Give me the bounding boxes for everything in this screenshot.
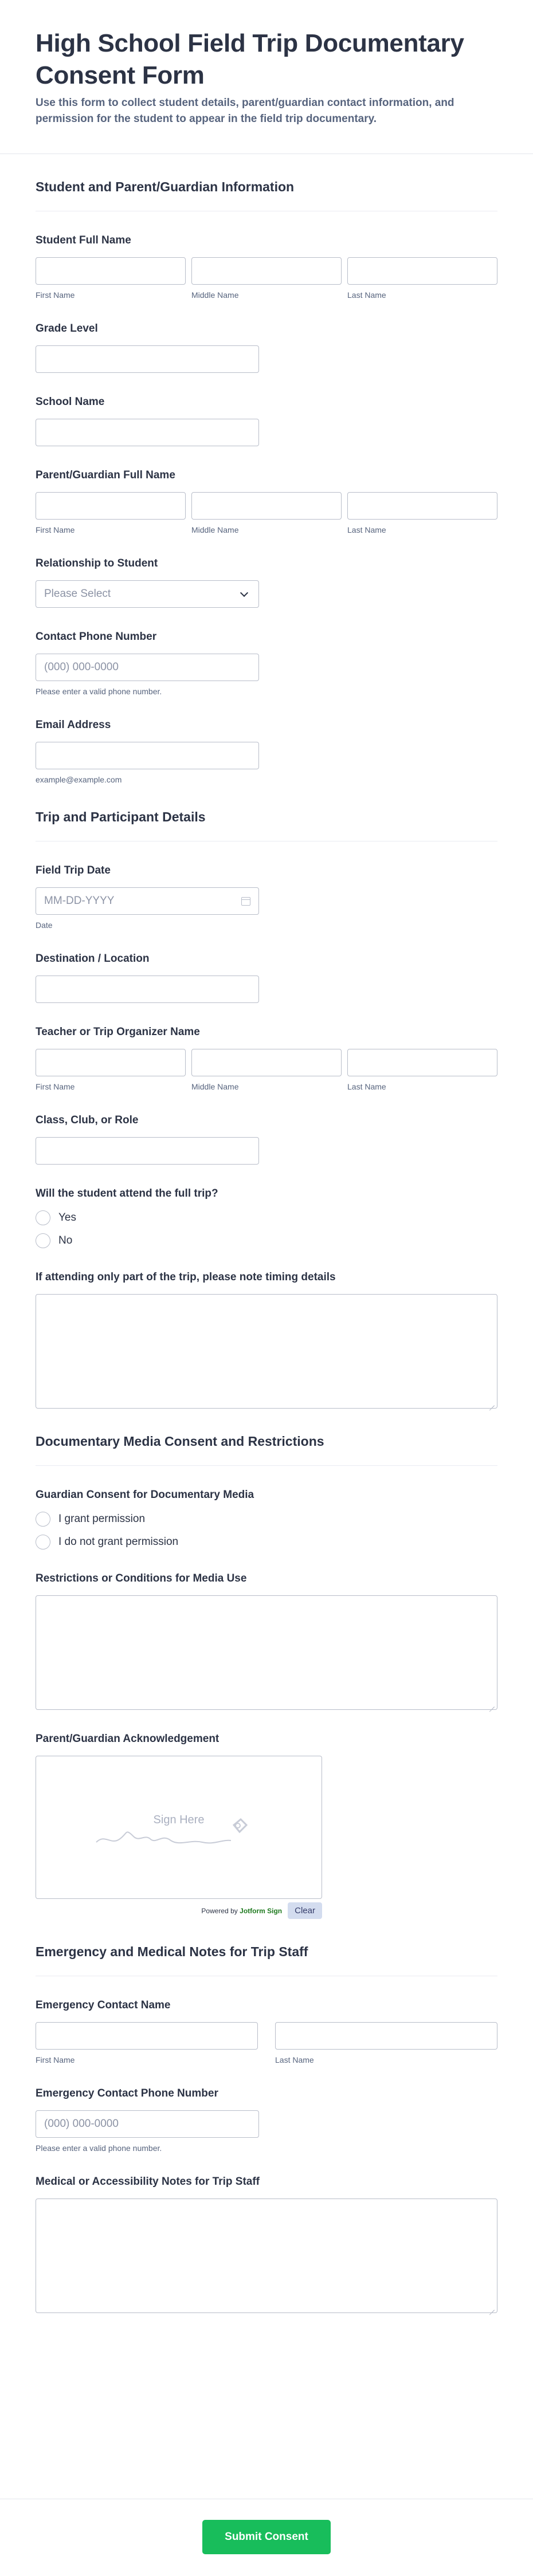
input-placeholder: (000) 000-0000 — [44, 661, 119, 673]
select-placeholder: Please Select — [44, 588, 111, 600]
input-placeholder: MM-DD-YYYY — [44, 895, 115, 907]
field-label: Parent/Guardian Acknowledgement — [36, 1733, 220, 1745]
input-placeholder: (000) 000-0000 — [44, 2118, 119, 2130]
sublabel: Last Name — [347, 290, 386, 300]
section-heading-student: Student and Parent/Guardian Information — [36, 179, 497, 211]
teacher-first-name-input[interactable] — [36, 1049, 186, 1076]
field-label: Medical or Accessibility Notes for Trip Staff — [36, 2176, 260, 2188]
chevron-down-icon — [240, 588, 248, 596]
student-last-name-input[interactable] — [347, 257, 497, 285]
sublabel: Last Name — [347, 525, 386, 534]
relationship-select[interactable] — [36, 580, 259, 608]
timing-details-field — [36, 1271, 497, 1409]
email-field — [36, 719, 497, 784]
guardian-middle-name-input[interactable] — [191, 492, 342, 520]
sublabel: Last Name — [347, 1082, 386, 1091]
sublabel: First Name — [36, 290, 75, 300]
full-trip-field — [36, 1187, 497, 1248]
form-content — [0, 179, 533, 2313]
radio-option-no[interactable] — [36, 1233, 497, 1248]
guardian-first-name-input[interactable] — [36, 492, 186, 520]
school-name-field — [36, 396, 497, 446]
medical-notes-textarea[interactable] — [36, 2199, 497, 2313]
radio-button[interactable] — [36, 1233, 50, 1248]
resize-handle-icon[interactable] — [489, 1701, 495, 1707]
field-label: Will the student attend the full trip? — [36, 1187, 218, 1199]
radio-option-deny[interactable] — [36, 1535, 497, 1549]
resize-handle-icon[interactable] — [489, 1400, 495, 1406]
radio-label: I grant permission — [58, 1513, 146, 1525]
radio-button[interactable] — [36, 1512, 50, 1527]
field-hint: Please enter a valid phone number. — [36, 687, 162, 696]
guardian-last-name-input[interactable] — [347, 492, 497, 520]
radio-button[interactable] — [36, 1535, 50, 1549]
powered-by-text: Powered by Jotform Sign — [201, 1906, 283, 1915]
student-middle-name-input[interactable] — [191, 257, 342, 285]
sublabel: Last Name — [275, 2055, 314, 2064]
relationship-field — [36, 557, 497, 608]
field-label: If attending only part of the trip, please note timing details — [36, 1271, 336, 1283]
field-label: Emergency Contact Phone Number — [36, 2087, 218, 2099]
field-label: Email Address — [36, 719, 111, 731]
form-footer — [0, 2499, 533, 2576]
trip-date-field — [36, 864, 497, 930]
field-label: Emergency Contact Name — [36, 1999, 171, 2011]
field-label: School Name — [36, 396, 105, 408]
student-first-name-input[interactable] — [36, 257, 186, 285]
sublabel: Middle Name — [191, 1082, 239, 1091]
trip-date-input[interactable] — [36, 887, 259, 915]
sublabel: First Name — [36, 525, 75, 534]
section-heading-emergency: Emergency and Medical Notes for Trip Staff — [36, 1944, 497, 1976]
radio-label: No — [58, 1234, 73, 1246]
medical-notes-field — [36, 2176, 497, 2313]
grade-level-field — [36, 323, 497, 373]
signature-pad[interactable] — [36, 1756, 322, 1899]
radio-label: Yes — [58, 1212, 76, 1224]
email-input[interactable] — [36, 742, 259, 769]
form-title: High School Field Trip Documentary Consent Form — [36, 29, 464, 89]
field-label: Student Full Name — [36, 234, 131, 246]
radio-button[interactable] — [36, 1210, 50, 1225]
sign-here-text: Sign Here — [153, 1814, 205, 1826]
field-label: Parent/Guardian Full Name — [36, 469, 175, 481]
field-label: Field Trip Date — [36, 864, 111, 876]
acknowledgement-field — [36, 1733, 497, 1919]
media-consent-field — [36, 1489, 497, 1549]
sublabel: First Name — [36, 2055, 75, 2064]
teacher-name-field — [36, 1026, 497, 1091]
field-label: Class, Club, or Role — [36, 1114, 139, 1126]
student-name-field — [36, 234, 497, 300]
form-subtitle: Use this form to collect student details, parent/guardian contact information, and permission for the student to appear in the field trip documentary. — [36, 97, 454, 125]
radio-option-yes[interactable] — [36, 1210, 497, 1225]
submit-button[interactable]: Submit Consent — [202, 2520, 331, 2554]
emergency-phone-input[interactable] — [36, 2110, 259, 2138]
calendar-icon[interactable] — [241, 897, 250, 906]
radio-label: I do not grant permission — [58, 1536, 179, 1548]
field-hint: Please enter a valid phone number. — [36, 2144, 162, 2153]
teacher-last-name-input[interactable] — [347, 1049, 497, 1076]
emergency-phone-field — [36, 2087, 497, 2153]
guardian-name-field — [36, 469, 497, 534]
jotform-sign-brand: Jotform Sign — [240, 1906, 283, 1915]
sublabel: First Name — [36, 1082, 75, 1091]
clear-signature-button[interactable]: Clear — [288, 1902, 322, 1919]
section-heading-trip: Trip and Participant Details — [36, 809, 497, 841]
field-label: Restrictions or Conditions for Media Use — [36, 1572, 247, 1584]
timing-details-textarea[interactable] — [36, 1294, 497, 1409]
sublabel: Date — [36, 921, 53, 930]
emergency-name-field — [36, 1999, 497, 2064]
contact-phone-field — [36, 631, 497, 696]
form-header — [0, 0, 533, 154]
destination-input[interactable] — [36, 976, 259, 1003]
sublabel: Middle Name — [191, 525, 239, 534]
class-role-field — [36, 1114, 497, 1165]
teacher-middle-name-input[interactable] — [191, 1049, 342, 1076]
emergency-last-name-input[interactable] — [275, 2022, 497, 2050]
field-label: Grade Level — [36, 323, 98, 335]
field-hint: example@example.com — [36, 775, 122, 784]
restrictions-textarea[interactable] — [36, 1595, 497, 1710]
field-label: Teacher or Trip Organizer Name — [36, 1026, 200, 1038]
radio-option-grant[interactable] — [36, 1512, 497, 1527]
field-label: Guardian Consent for Documentary Media — [36, 1489, 254, 1501]
school-name-input[interactable] — [36, 419, 259, 446]
sublabel: Middle Name — [191, 290, 239, 300]
grade-level-input[interactable] — [36, 345, 259, 373]
restrictions-field — [36, 1572, 497, 1710]
emergency-first-name-input[interactable] — [36, 2022, 258, 2050]
resize-handle-icon[interactable] — [489, 2304, 495, 2310]
contact-phone-input[interactable] — [36, 654, 259, 681]
field-label: Relationship to Student — [36, 557, 158, 569]
class-role-input[interactable] — [36, 1137, 259, 1165]
section-heading-media: Documentary Media Consent and Restrictions — [36, 1434, 497, 1466]
field-label: Contact Phone Number — [36, 631, 157, 643]
field-label: Destination / Location — [36, 953, 150, 965]
destination-field — [36, 953, 497, 1003]
